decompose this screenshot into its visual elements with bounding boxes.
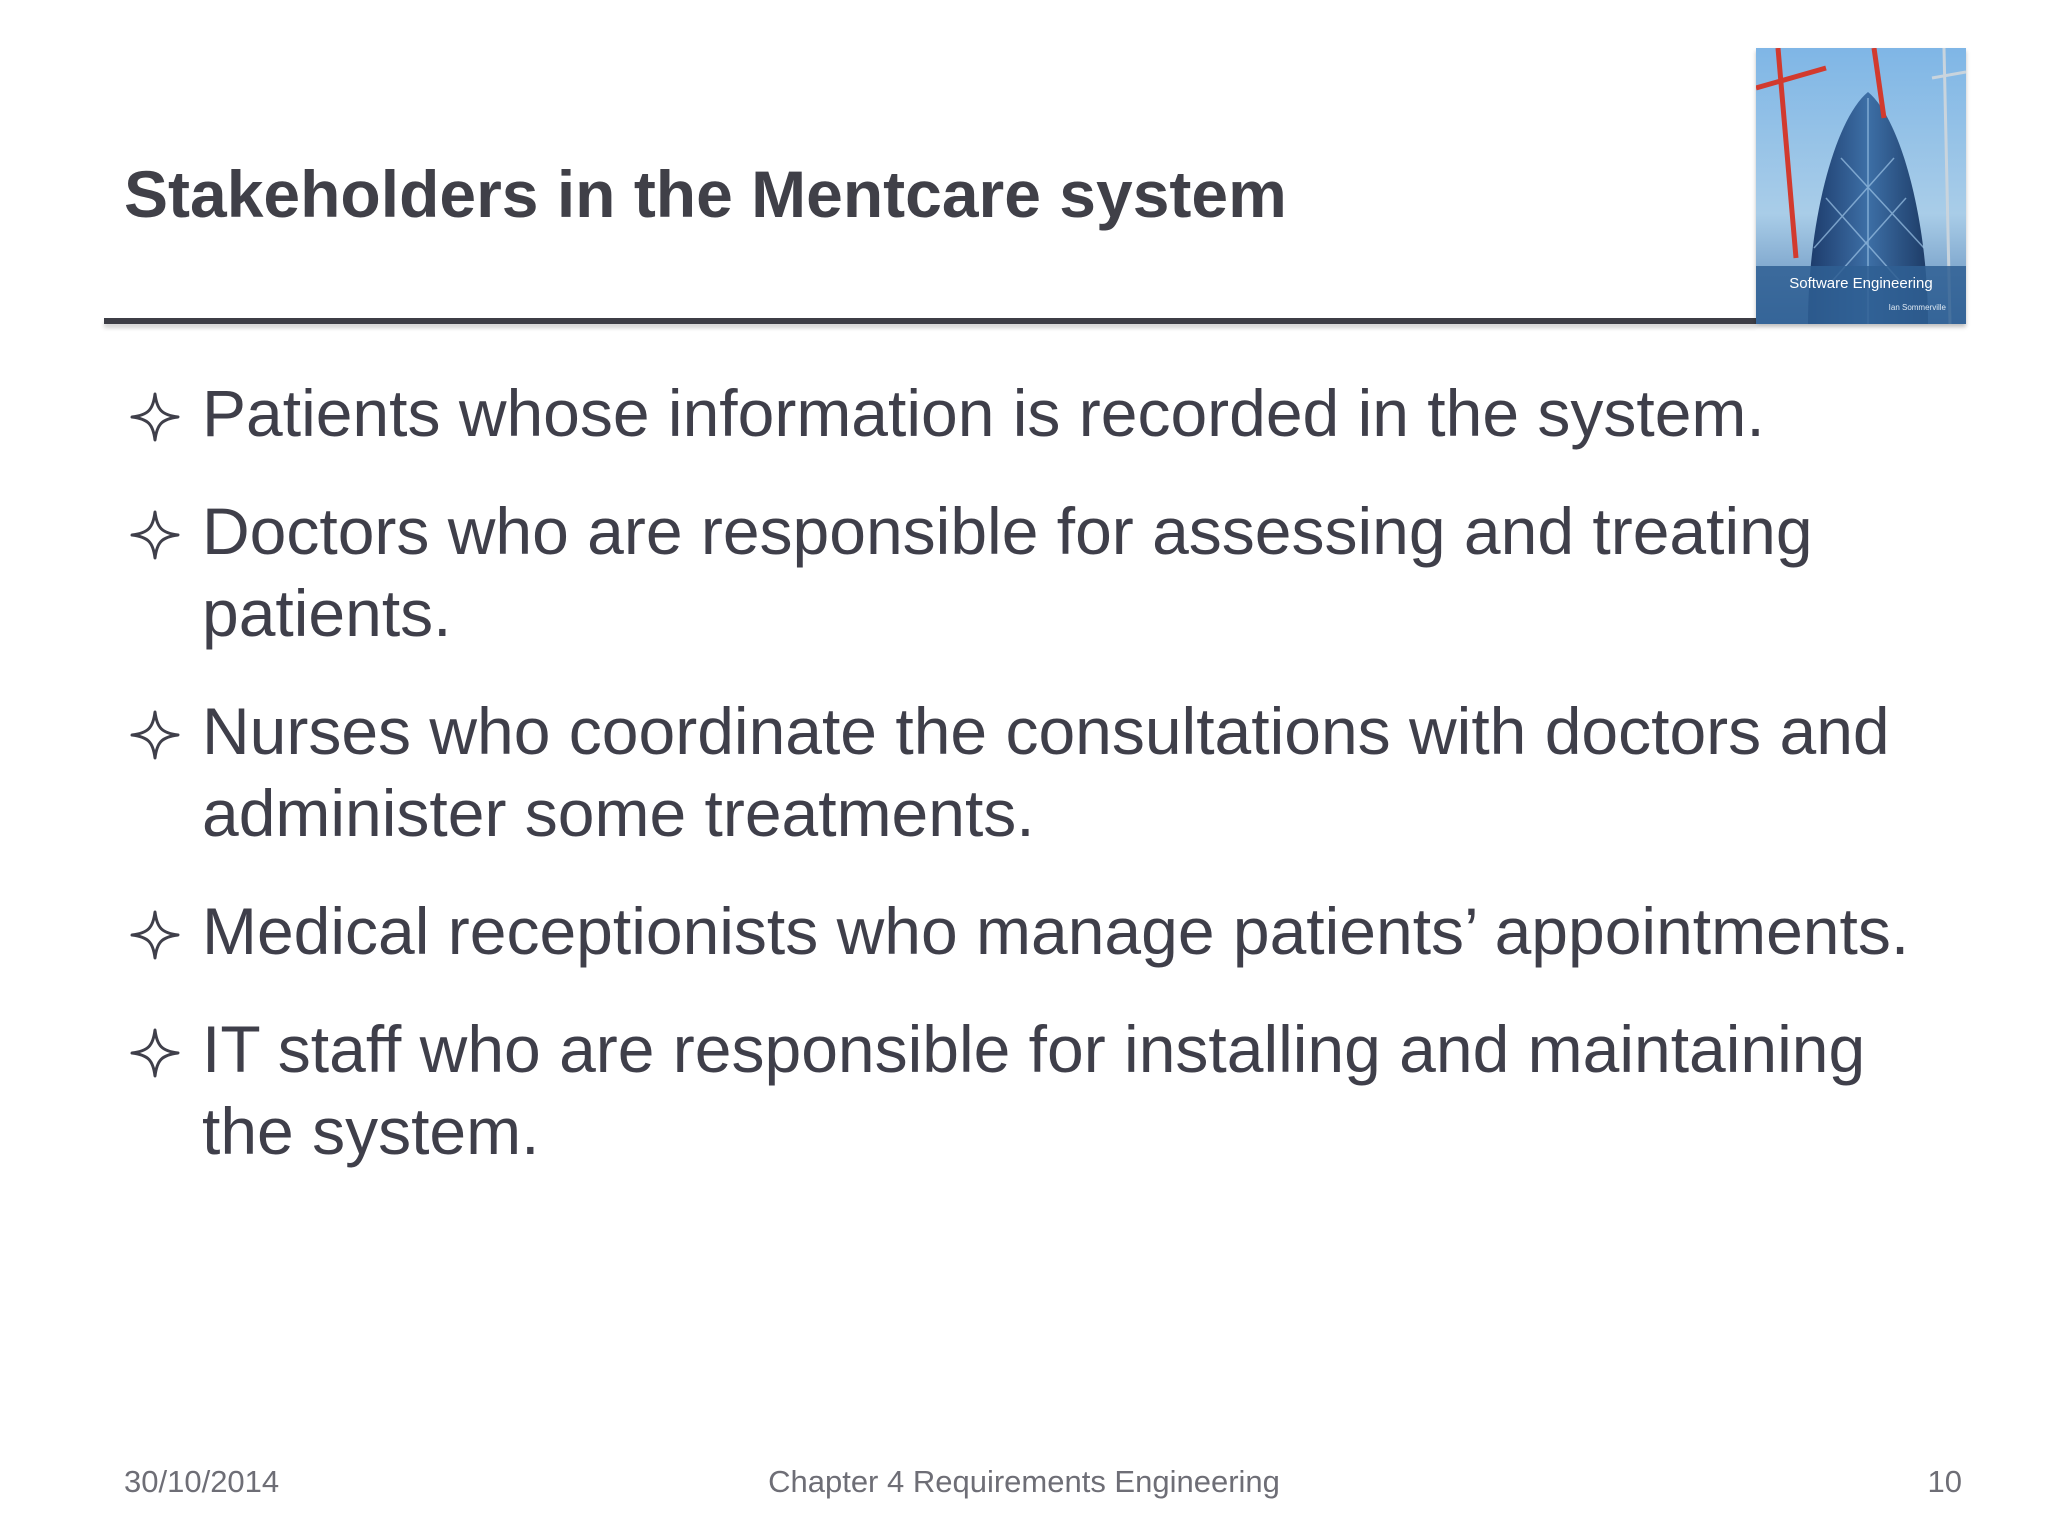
bullet-item <box>124 490 1964 654</box>
four-point-star-icon <box>128 698 182 752</box>
bullet-item <box>124 372 1964 454</box>
book-cover-image <box>1756 48 1966 324</box>
four-point-star-icon <box>128 380 182 434</box>
bullet-item <box>124 1008 1964 1172</box>
footer-page-number: 10 <box>1927 1464 1962 1499</box>
four-point-star-icon <box>128 898 182 952</box>
bullet-text: IT staff who are responsible for installing and maintaining the system. <box>202 1012 1866 1168</box>
footer-chapter: Chapter 4 Requirements Engineering <box>768 1464 1280 1499</box>
bullet-text: Medical receptionists who manage patients’ appointments. <box>202 894 1910 968</box>
cover-author: Ian Sommerville <box>1888 303 1946 312</box>
bullet-item <box>124 890 1964 972</box>
bullet-item <box>124 690 1964 854</box>
four-point-star-icon <box>128 1016 182 1070</box>
four-point-star-icon <box>128 498 182 552</box>
slide-title: Stakeholders in the Mentcare system <box>124 157 1287 231</box>
bullet-text: Patients whose information is recorded in the system. <box>202 376 1765 450</box>
bullet-text: Nurses who coordinate the consultations with doctors and administer some treatments. <box>202 694 1890 850</box>
bullet-list <box>124 372 1964 1208</box>
bullet-text: Doctors who are responsible for assessing and treating patients. <box>202 494 1813 650</box>
footer-date: 30/10/2014 <box>124 1464 280 1499</box>
cover-title: Software Engineering <box>1789 275 1933 292</box>
title-divider <box>104 318 1756 324</box>
